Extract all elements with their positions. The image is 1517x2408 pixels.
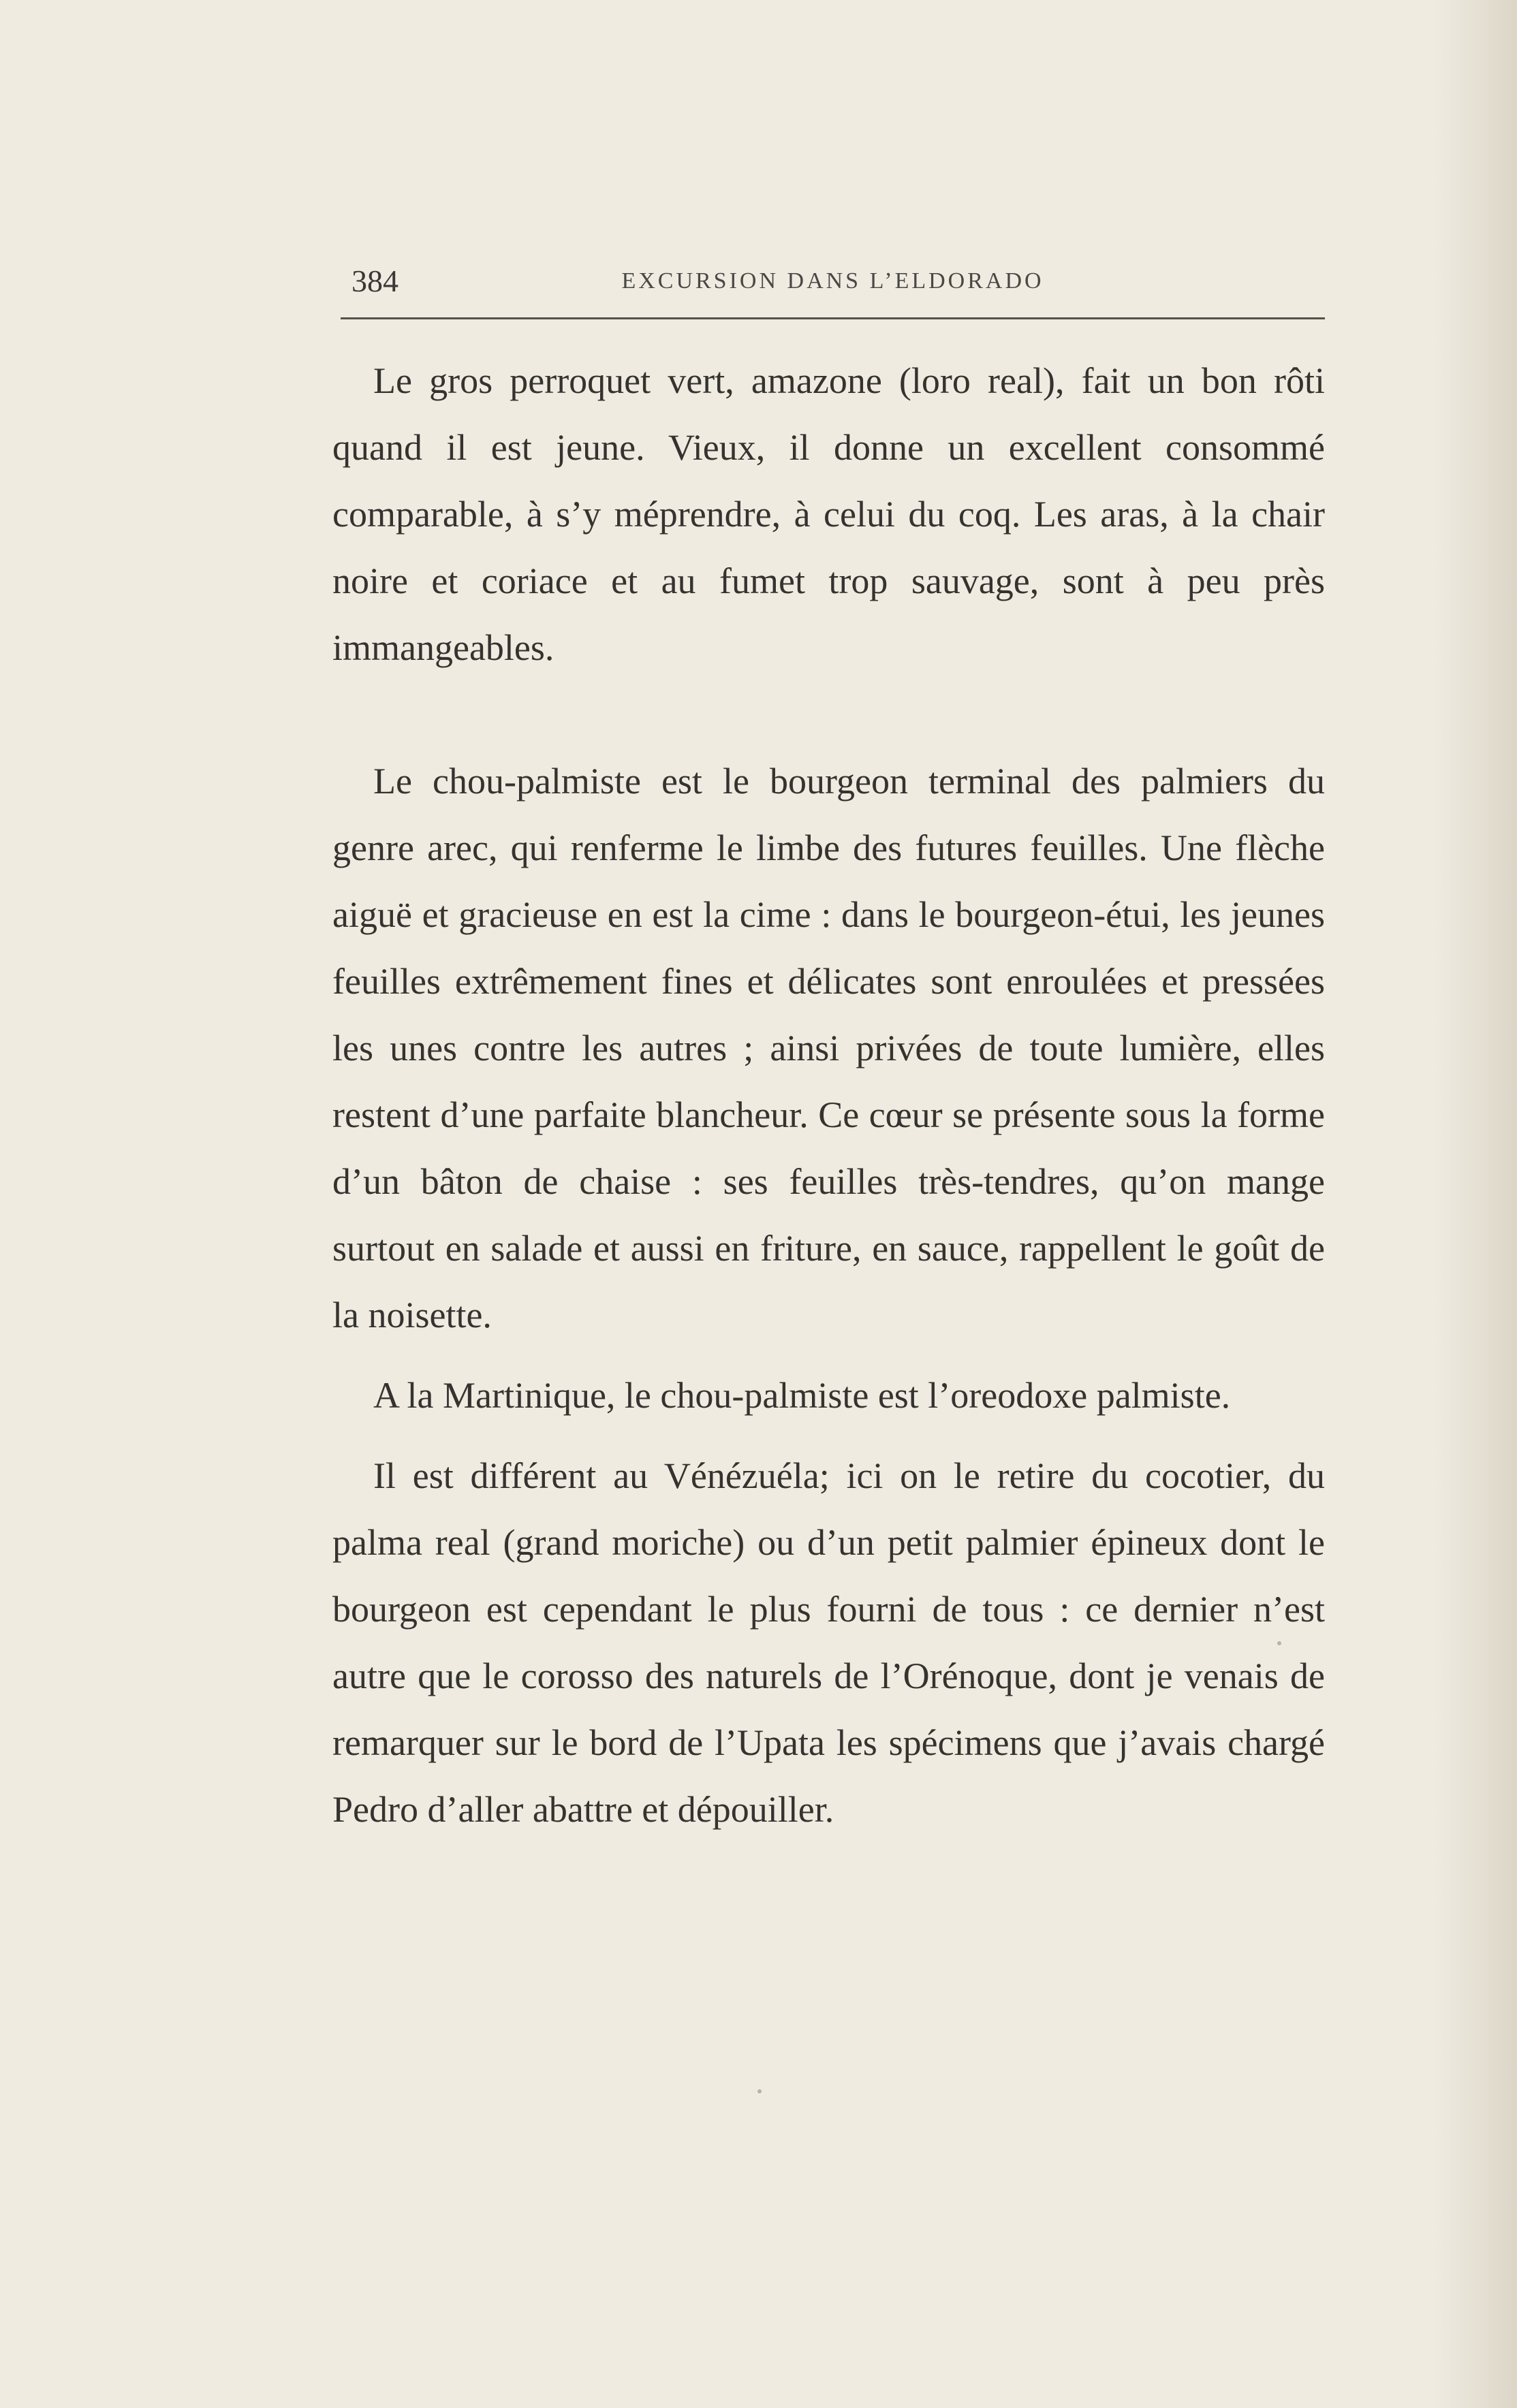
body-text (332, 347, 1325, 1843)
paragraph-chou-palmiste: Le chou-palmiste est le bourgeon terminal des palmiers du genre arec, qui renferme le limbe des futures feuilles. Une flèche aiguë et gracieuse en est la cime : dans le bourgeon-étui, les jeunes feuilles extrêmement fines et délicates sont enroulées et pressées les unes contre les autres ; ainsi privées de toute lumière, elles restent d’une parfaite blancheur. Ce cœur se présente sous la forme d’un bâton de chaise : ses feuilles très-tendres, qu’on mange surtout en salade et aussi en friture, en sauce, rappellent le goût de la noisette. (332, 761, 1325, 1335)
header-rule (341, 317, 1325, 319)
paragraph-venezuela: Il est différent au Vénézuéla; ici on le retire du cocotier, du palma real (grand moriche) ou d’un petit palmier épineux dont le bourgeon est cependant le plus fourni de tous : ce dernier n’est autre que le corosso des naturels de l’Orénoque, dont je venais de remarquer sur le bord de l’Upata les spécimens que j’avais chargé Pedro d’aller abattre et dépouiller. (332, 1455, 1325, 1830)
paper-speck (757, 2089, 762, 2093)
paragraph-martinique: A la Martinique, le chou-palmiste est l’oreodoxe palmiste. (373, 1375, 1231, 1416)
page-number: 384 (351, 264, 398, 298)
paper-speck (1277, 1641, 1281, 1645)
running-head: EXCURSION DANS L’ELDORADO (621, 268, 1044, 294)
paragraph-perroquet: Le gros perroquet vert, amazone (loro real), fait un bon rôti quand il est jeune. Vieux, il donne un excellent consommé comparable, à s’y méprendre, à celui du coq. Les aras, à la chair noire et coriace et au fumet trop sauvage, sont à peu près immangeables. (332, 360, 1325, 668)
page-header (341, 259, 1325, 313)
page-edge-shadow (1435, 0, 1517, 2408)
